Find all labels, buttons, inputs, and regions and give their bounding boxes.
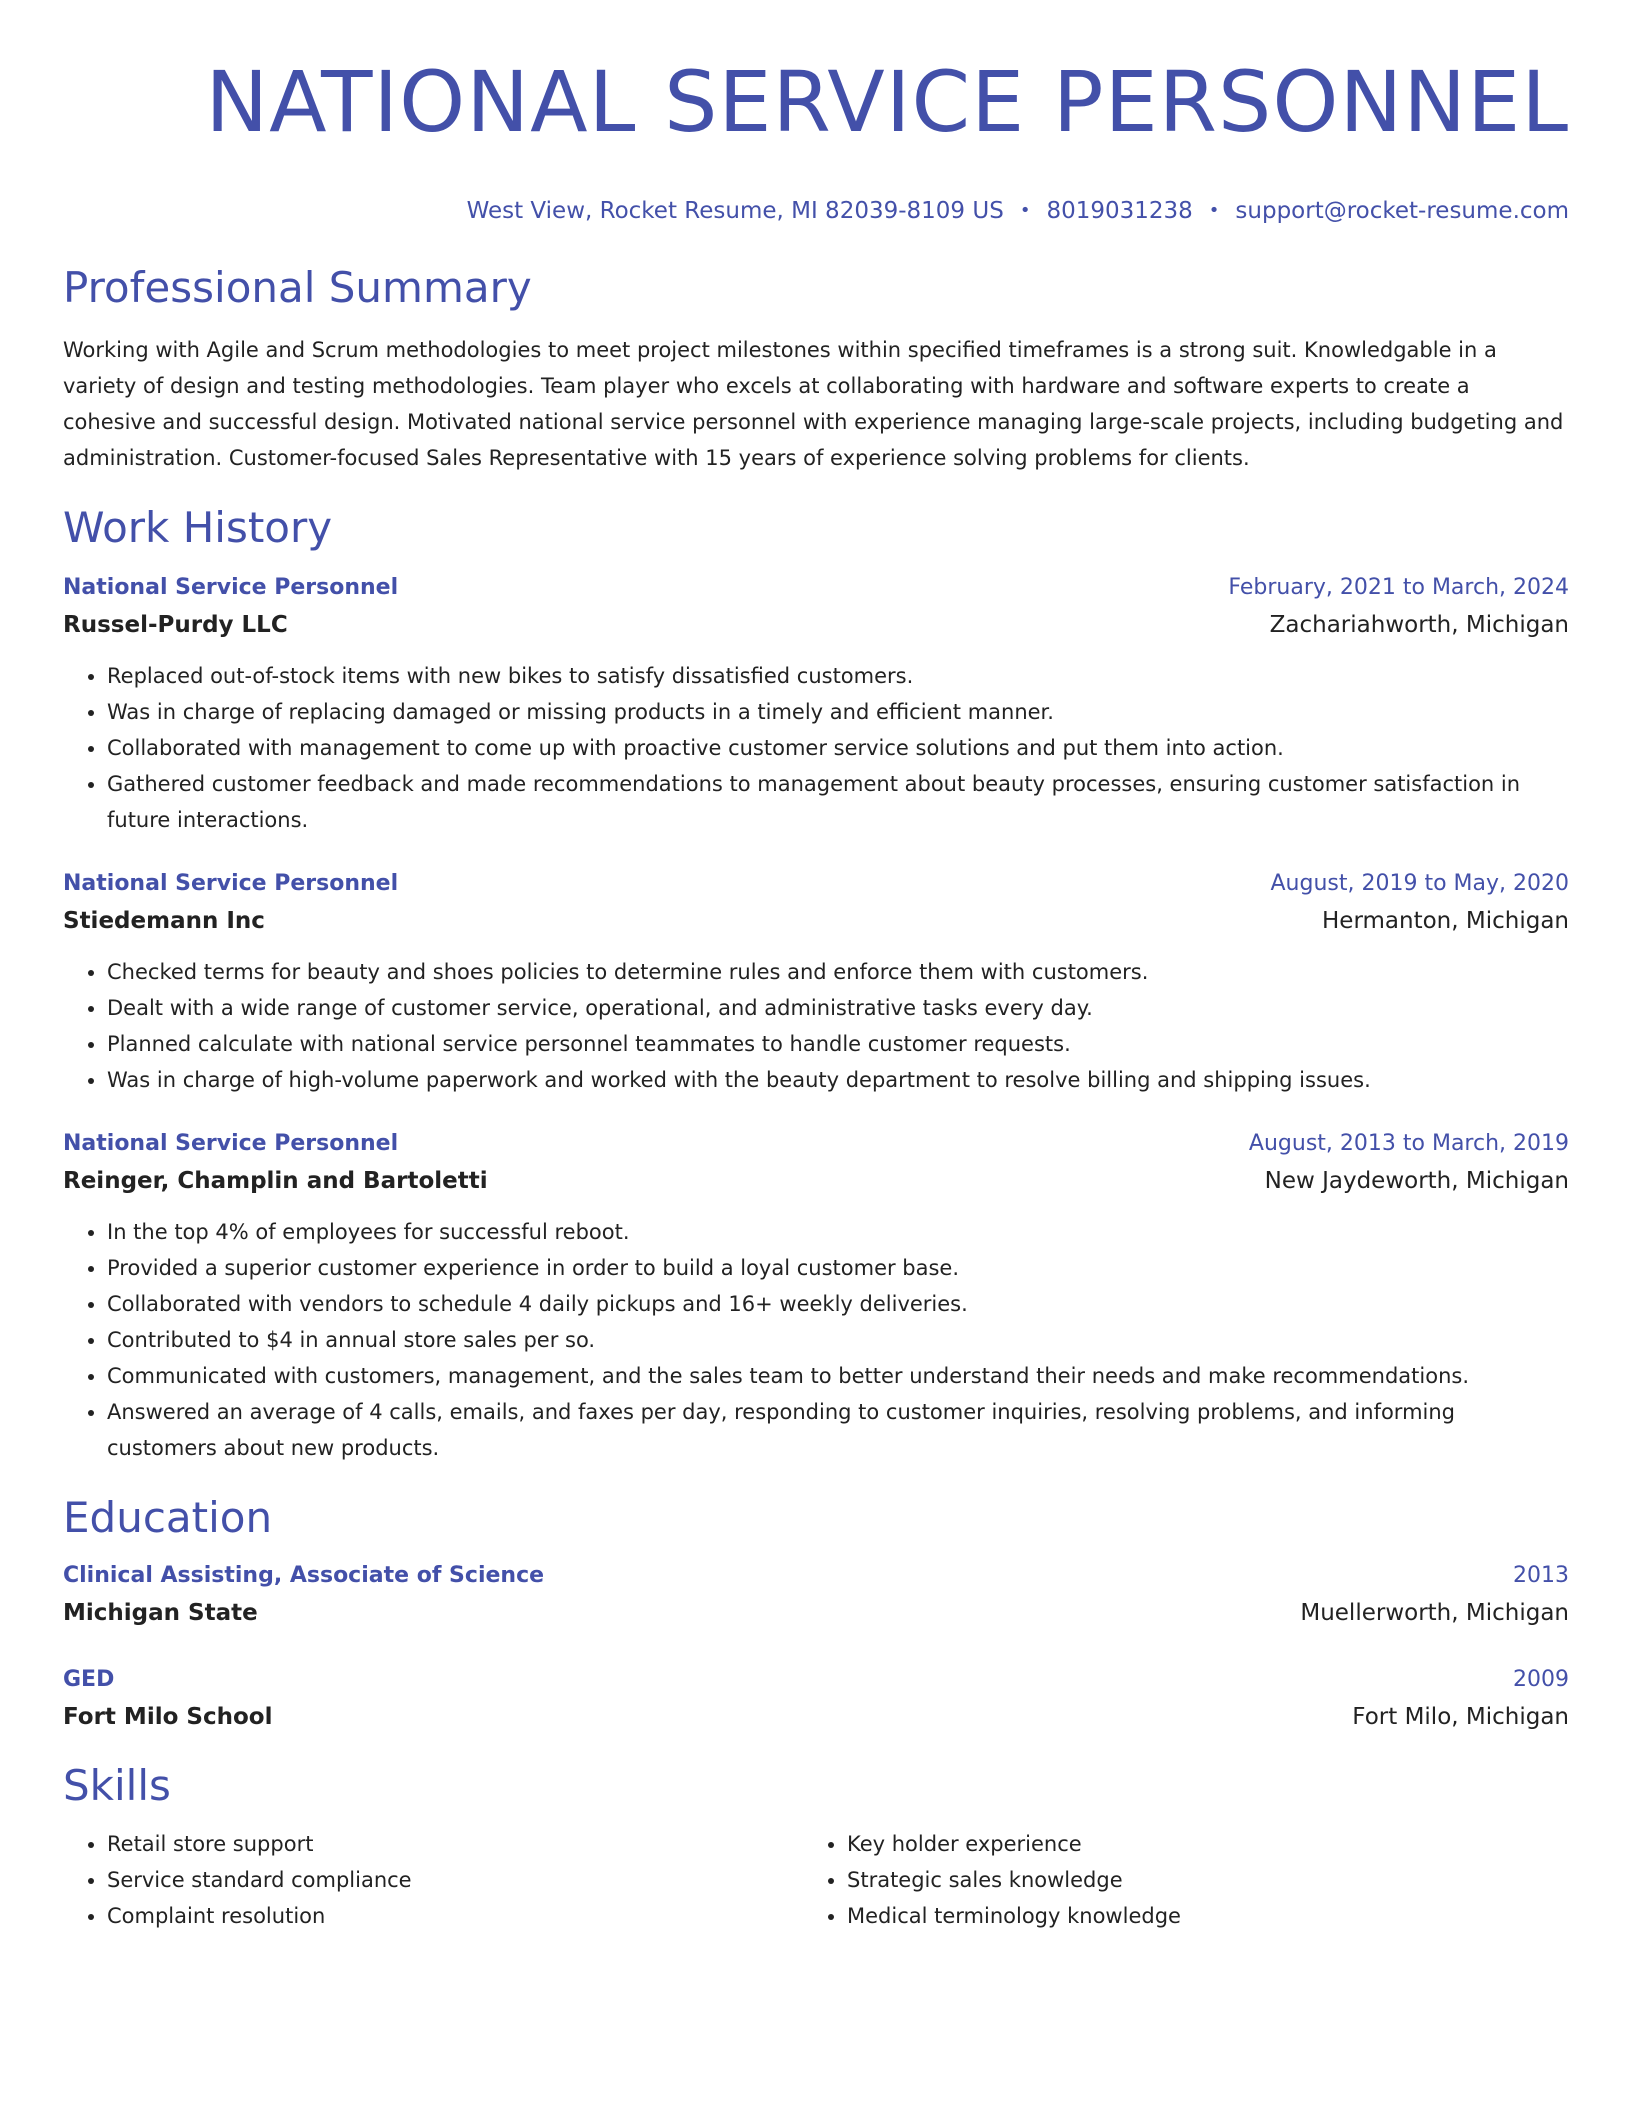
education-school: Fort Milo School [63,1704,273,1730]
job-company-row [63,1162,1569,1200]
contact-separator: • [1019,200,1031,221]
job-header-row [63,866,1569,902]
job-bullet: • In the top 4% of employees for successful reboot. [107,1214,1569,1250]
job-entry [63,866,1569,1098]
summary-text: Working with Agile and Scrum methodologies to meet project milestones within specified timeframes is a strong suit. Knowledgable in a variety of design and testing methodologies. Team player who excels at collaborating with hardware and software experts to create a cohesive and successful design. Motivated national service personnel with experience managing large-scale projects, including budgeting and administration. Customer-focused Sales Representative with 15 years of experience solving problems for clients. [63,338,1564,470]
job-dates: August, 2013 to March, 2019 [1248,1131,1569,1156]
job-bullet: • Gathered customer feedback and made recommendations to management about beauty processes, ensuring customer satisfaction in future interactions. [107,766,1569,838]
skills-list-left [63,1826,803,1934]
skill-item: • Medical terminology knowledge [847,1898,1543,1934]
job-bullet: • Provided a superior customer experience in order to build a loyal customer base. [107,1250,1569,1286]
job-bullet: • Was in charge of high-volume paperwork and worked with the beauty department to resolve billing and shipping issues. [107,1062,1569,1098]
education-school-row [63,1698,1569,1736]
skills-heading: Skills [63,1761,171,1810]
job-bullet: • Planned calculate with national service personnel teammates to handle customer requests. [107,1026,1569,1062]
contact-email: support@rocket-resume.com [1235,198,1569,224]
education-school-row [63,1594,1569,1632]
job-company: Stiedemann Inc [63,908,265,934]
education-location: Muellerworth, Michigan [1300,1600,1569,1626]
job-bullets [63,1214,1569,1466]
skill-item: • Key holder experience [847,1826,1543,1862]
job-bullet: • Collaborated with management to come up with proactive customer service solutions and put them into action. [107,730,1569,766]
job-company: Reinger, Champlin and Bartoletti [63,1168,488,1194]
education-header-row [63,1662,1569,1698]
contact-phone: 8019031238 [1046,198,1193,224]
job-header-row [63,570,1569,606]
job-title: National Service Personnel [63,575,399,600]
job-company-row [63,606,1569,644]
education-heading: Education [63,1493,273,1542]
job-bullet: • Was in charge of replacing damaged or missing products in a timely and efficient manner. [107,694,1569,730]
job-bullets [63,658,1569,838]
summary-heading: Professional Summary [63,263,532,312]
job-entry [63,570,1569,838]
skills-list-right [803,1826,1543,1934]
education-degree: Clinical Assisting, Associate of Science [63,1563,545,1588]
job-bullet: • Collaborated with vendors to schedule 4 daily pickups and 16+ weekly deliveries. [107,1286,1569,1322]
contact-line [63,198,1569,224]
job-company-row [63,902,1569,940]
education-location: Fort Milo, Michigan [1352,1704,1569,1730]
candidate-name: NATIONAL SERVICE PERSONNEL [205,53,1569,151]
skill-item: • Retail store support [107,1826,803,1862]
job-bullet: • Communicated with customers, management, and the sales team to better understand their needs and make recommendations. [107,1358,1569,1394]
education-header-row [63,1558,1569,1594]
job-bullet: • Contributed to $4 in annual store sales per so. [107,1322,1569,1358]
contact-address: West View, Rocket Resume, MI 82039-8109 US [466,198,1004,224]
contact-separator: • [1208,200,1220,221]
work-history-heading: Work History [63,503,333,552]
job-header-row [63,1126,1569,1162]
job-title: National Service Personnel [63,1131,399,1156]
job-dates: February, 2021 to March, 2024 [1228,575,1569,600]
job-bullet: • Replaced out-of-stock items with new bikes to satisfy dissatisfied customers. [107,658,1569,694]
job-dates: August, 2019 to May, 2020 [1270,871,1569,896]
job-company: Russel-Purdy LLC [63,612,288,638]
job-location: Hermanton, Michigan [1322,908,1569,934]
education-entry [63,1558,1569,1632]
job-title: National Service Personnel [63,871,399,896]
job-location: New Jaydeworth, Michigan [1264,1168,1569,1194]
education-year: 2013 [1513,1563,1569,1588]
education-school: Michigan State [63,1600,258,1626]
education-entry [63,1662,1569,1736]
job-bullets [63,954,1569,1098]
education-year: 2009 [1513,1667,1569,1692]
skill-item: • Service standard compliance [107,1862,803,1898]
skill-item: • Complaint resolution [107,1898,803,1934]
job-bullet: • Answered an average of 4 calls, emails, and faxes per day, responding to customer inquiries, resolving problems, and informing customers about new products. [107,1394,1569,1466]
job-location: Zachariahworth, Michigan [1269,612,1569,638]
skills-grid [63,1826,1569,1934]
education-degree: GED [63,1667,115,1692]
skill-item: • Strategic sales knowledge [847,1862,1543,1898]
job-bullet: • Checked terms for beauty and shoes policies to determine rules and enforce them with customers. [107,954,1569,990]
job-bullet: • Dealt with a wide range of customer service, operational, and administrative tasks every day. [107,990,1569,1026]
job-entry [63,1126,1569,1466]
